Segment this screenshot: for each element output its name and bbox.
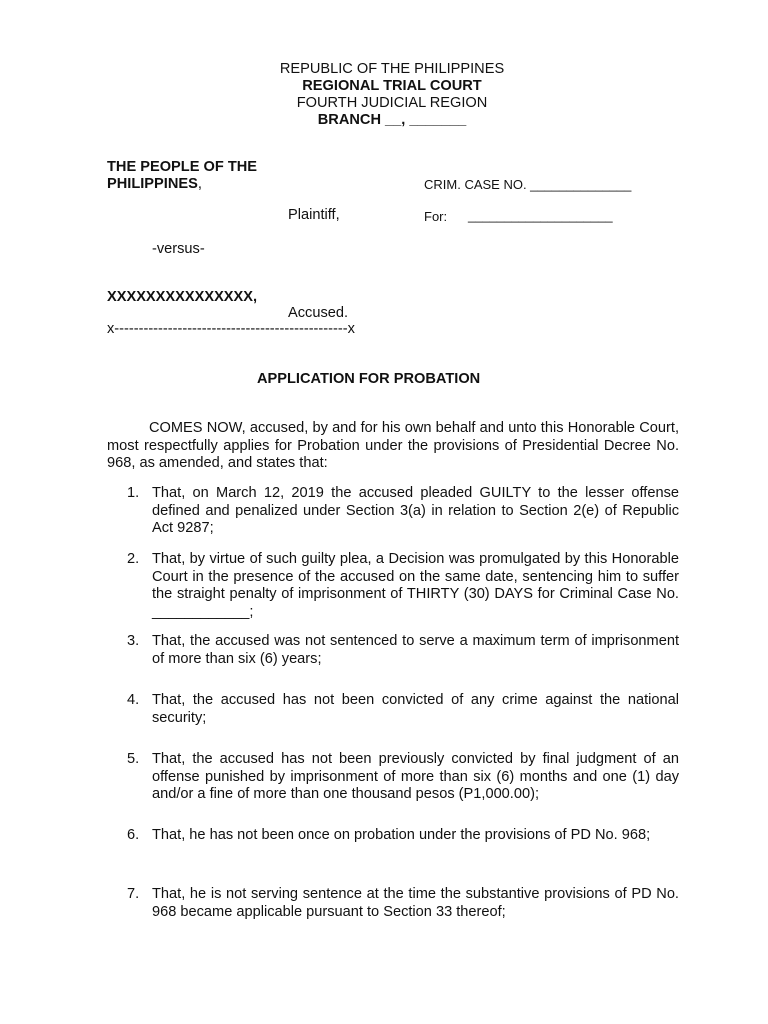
list-item-number: 6. [127,827,140,843]
list-item-number: 7. [127,886,140,902]
list-item-number: 1. [127,485,140,501]
list-item-text: That, by virtue of such guilty plea, a Decision was promulgated by this Honorable Court in the presence of the accused on the same date, sentencing him to suffer the straight penalty of imprisonment of THIRTY (30) DAYS for Criminal Case No. ____________; [152,551,679,620]
list-item-text: That, on March 12, 2019 the accused pleaded GUILTY to the lesser offense defined and penalized under Section 3(a) in relation to Section 2(e) of Republic Act 9287; [152,485,679,536]
list-item [127,692,679,727]
list-item [127,551,679,621]
list-item-text: That, the accused has not been previously convicted by final judgment of an offense punished by imprisonment of more than six (6) months and one (1) day and/or a fine of more than one thousand pesos (P1,000.00); [152,751,679,802]
list-item-text: That, he is not serving sentence at the time the substantive provisions of PD No. 968 became applicable pursuant to Section 33 thereof; [152,886,679,920]
accused-role: Accused. [288,305,349,321]
header-branch: BRANCH __, _______ [317,112,467,128]
header-court: REGIONAL TRIAL COURT [302,78,482,94]
list-item-number: 4. [127,692,140,708]
header-region: FOURTH JUDICIAL REGION [296,95,488,111]
list-item [127,751,679,804]
plaintiff-name-line1: THE PEOPLE OF THE [107,159,258,175]
list-item-text: That, the accused has not been convicted of any crime against the national security; [152,692,679,726]
list-item [127,827,679,845]
versus: -versus- [152,241,205,257]
list-item-number: 2. [127,551,140,567]
list-item [127,886,679,921]
case-number: CRIM. CASE NO. ______________ [424,177,632,192]
caption-separator: x------------------------------------------------x [107,321,355,337]
plaintiff-name-line2-wrap [107,176,202,192]
list-item-number: 5. [127,751,140,767]
list-item-text: That, he has not been once on probation under the provisions of PD No. 968; [152,827,651,843]
plaintiff-comma: , [197,176,202,192]
plaintiff-name-line2: PHILIPPINES [107,176,198,192]
plaintiff-role: Plaintiff, [288,207,340,223]
court-header [0,61,768,129]
list-item [127,485,679,538]
for-label: For: [424,209,448,224]
header-republic: REPUBLIC OF THE PHILIPPINES [279,61,505,77]
document-title: APPLICATION FOR PROBATION [257,371,481,387]
list-item-text: That, the accused was not sentenced to serve a maximum term of imprisonment of more than six (6) years; [152,633,679,667]
for-blank: ____________________ [468,208,613,223]
intro-paragraph [107,420,679,473]
accused-name: XXXXXXXXXXXXXXX, [107,289,258,305]
list-item-number: 3. [127,633,140,649]
intro-text: COMES NOW, accused, by and for his own behalf and unto this Honorable Court, most respectfully applies for Probation under the provisions of Presidential Decree No. 968, as amended, and states that: [107,420,679,471]
list-item [127,633,679,668]
